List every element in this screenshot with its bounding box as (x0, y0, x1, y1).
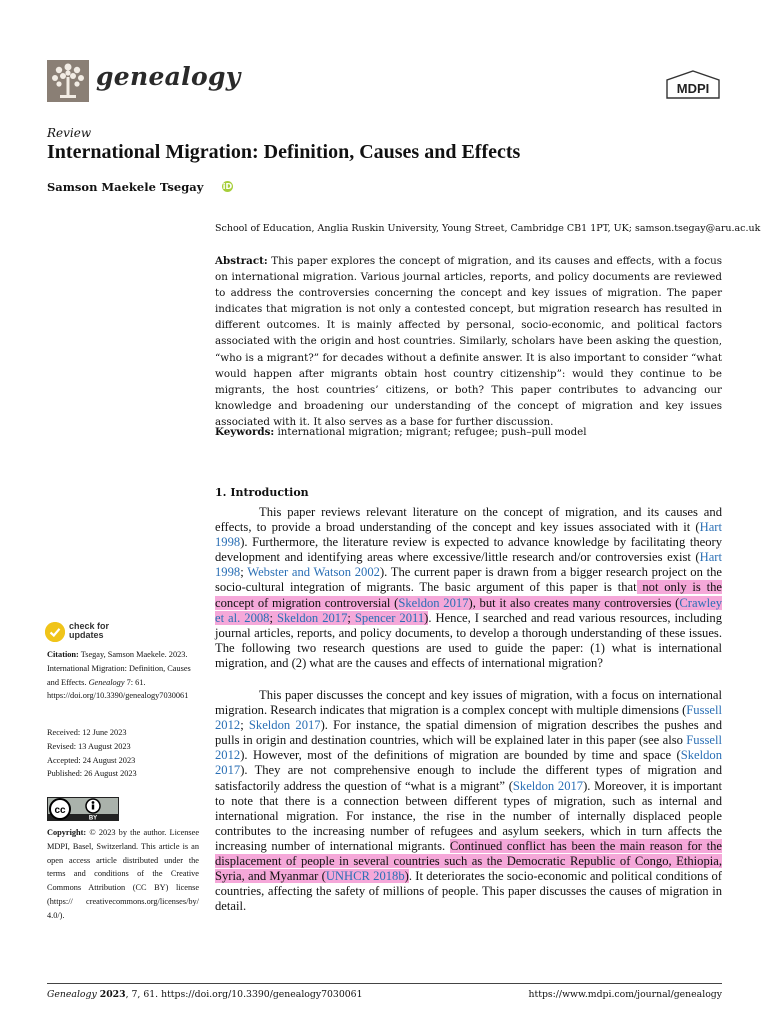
abstract (215, 253, 722, 430)
keywords (215, 426, 722, 438)
citation-link[interactable]: Hart 1998 (215, 550, 722, 580)
dates-block (47, 726, 199, 781)
copyright-block: Copyright: © 2023 by the author. Licensee MDPI, Basel, Switzerland. This article is an open access article distributed under the terms and conditions of the Creative Commons Attribution (CC BY) license (https:// creativecommons.org/licenses/by/ 4.0/). (47, 828, 199, 920)
author-name: Samson Maekele Tsegay (47, 180, 204, 194)
paragraph-1: This paper reviews relevant literature on the concept of migration, and its causes and effects, to provide a broad understanding of the concept and key issues associated with it (Hart 1998). Furthermore, the literature review is expected to advance knowledge by facilitating theory development and identifying areas where excessive/little research and/or controversies exist (Hart 1998; Webster and Watson 2002). The current paper is drawn from a bigger research project on the socio-cultural integration of migrants. The basic argument of this paper is that not only is the concept of migration controversial (Skeldon 2017), but it also creates many controversies (Crawley et al. 2008; Skeldon 2017; Spencer 2011). Hence, I searched and read various resources, including journal articles, reports, and policy documents, to develop a thorough understanding of these issues. The following two research questions are used to guide the paper: (1) what is international migration, and (2) what are the causes and effects of international migration? (215, 505, 723, 670)
footer-citation: Genealogy 2023, 7, 61. https://doi.org/10.3390/genealogy7030061 (47, 989, 363, 1000)
paragraph-2: This paper discusses the concept and key issues of migration, with a focus on international migration. Research indicates that migration is a complex concept with multiple dimensions (Fussell 2012; Skeldon 2017). For instance, the spatial dimension of migration describes the pushes and pulls in origin and destination countries, which will be explained later in this paper (see also Fussell 2012). However, most of the definitions of migration are bounded by time and space (Skeldon 2017). They are not comprehensive enough to include the different types of migration and satisfactorily address the question of “what is a migrant” (Skeldon 2017). Moreover, it is important to note that there is a connection between different types of migration, such as internal and international migration. For instance, the rise in the number of internally displaced people contributes to the increasing number of refugees and asylum seekers, which in turn affects the increasing number of international migrants. Continued conflict has been the main reason for the displacement of people in several countries such as the Democratic Republic of Congo, Ethiopia, Syria, and Myanmar (UNHCR 2018b). It deteriorates the socio-economic and political conditions of countries, affecting the safety of millions of people. This paper discusses the causes of migration in detail. (215, 688, 723, 914)
keywords-label: Keywords: (215, 426, 275, 438)
svg-text:BY: BY (88, 815, 98, 821)
affiliation: School of Education, Anglia Ruskin University, Young Street, Cambridge CB1 1PT, UK; samson.tsegay@aru.ac.uk (215, 223, 761, 234)
abstract-text: This paper explores the concept of migration, and its causes and effects, with a focus on international migration. Various journal articles, reports, and policy documents are reviewed to address the controversies concerning the concept and key issues of migration. The paper indicates that migration is not only a contested concept, but migration research has resulted in different outcomes. It is mainly affected by personal, socio-economic, and political factors associated with the origin and host countries. Similarly, scholars have been asking the question, “who is a migrant?” for decades without a definite answer. It is also important to consider “what would happen after migrants obtain host country citizenship”: would they continue to be migrants, the host countries’ citizens, or both? This paper contributes to advancing our knowledge and broadening our understanding of the concept of migration and key issues associated with it. It also serves as a base for further discussion. (215, 255, 723, 428)
accepted-date: Accepted: 24 August 2023 (47, 755, 136, 765)
published-date: Published: 26 August 2023 (47, 769, 137, 779)
tree-logo-icon (47, 60, 89, 102)
citation-link[interactable]: Webster and Watson 2002 (247, 565, 380, 580)
citation-link[interactable]: Skeldon 2017 (248, 718, 321, 733)
citation-link[interactable]: Spencer 2011 (354, 610, 425, 625)
mdpi-logo-icon (665, 70, 721, 100)
footer-divider (47, 983, 722, 984)
citation-link[interactable]: Hart 1998 (215, 520, 722, 550)
section-heading: 1. Introduction (215, 486, 309, 499)
revised-date: Revised: 13 August 2023 (47, 741, 131, 751)
check-updates-label[interactable]: check for updates (69, 621, 110, 640)
article-type: Review (47, 126, 92, 140)
highlighted-text: not only is the concept of migration controversial (Skeldon 2017), but it also creates many controversies (Crawley et al. 2008; Skeldon 2017; Spencer 2011) (215, 580, 723, 625)
citation-link[interactable]: Skeldon 2017 (512, 778, 584, 793)
citation-link[interactable]: Skeldon 2017 (276, 610, 348, 625)
citation-link[interactable]: Skeldon 2017 (398, 595, 469, 610)
citation-link[interactable]: UNHCR 2018b (325, 869, 405, 884)
citation-block: Citation: Tsegay, Samson Maekele. 2023. International Migration: Definition, Causes and Effects. Genealogy 7: 61. https://doi.org/10.3390/genealogy7030061 (47, 650, 191, 701)
journal-name: genealogy (96, 62, 241, 91)
check-updates-icon[interactable] (45, 622, 65, 642)
footer-journal-url[interactable]: https://www.mdpi.com/journal/genealogy (528, 989, 722, 1000)
citation-link[interactable]: Fussell 2012 (215, 733, 722, 763)
keywords-text: international migration; migrant; refugee; push–pull model (277, 426, 587, 438)
cc-by-license-icon[interactable] (47, 797, 119, 821)
citation-link[interactable]: Crawley et al. 2008 (215, 595, 723, 625)
citation-link[interactable]: Skeldon 2017 (215, 748, 722, 778)
svg-text:cc: cc (54, 805, 66, 816)
abstract-label: Abstract: (215, 255, 268, 267)
received-date: Received: 12 June 2023 (47, 728, 127, 737)
mdpi-text: MDPI (676, 81, 710, 96)
orcid-icon[interactable]: iD (222, 182, 233, 191)
highlighted-text: Continued conflict has been the main reason for the displacement of people in several countries such as the Democratic Republic of Congo, Ethiopia, Syria, and Myanmar (UNHCR 2018b) (215, 838, 722, 884)
citation-link[interactable]: Fussell 2012 (215, 703, 722, 733)
article-title: International Migration: Definition, Causes and Effects (47, 141, 521, 163)
